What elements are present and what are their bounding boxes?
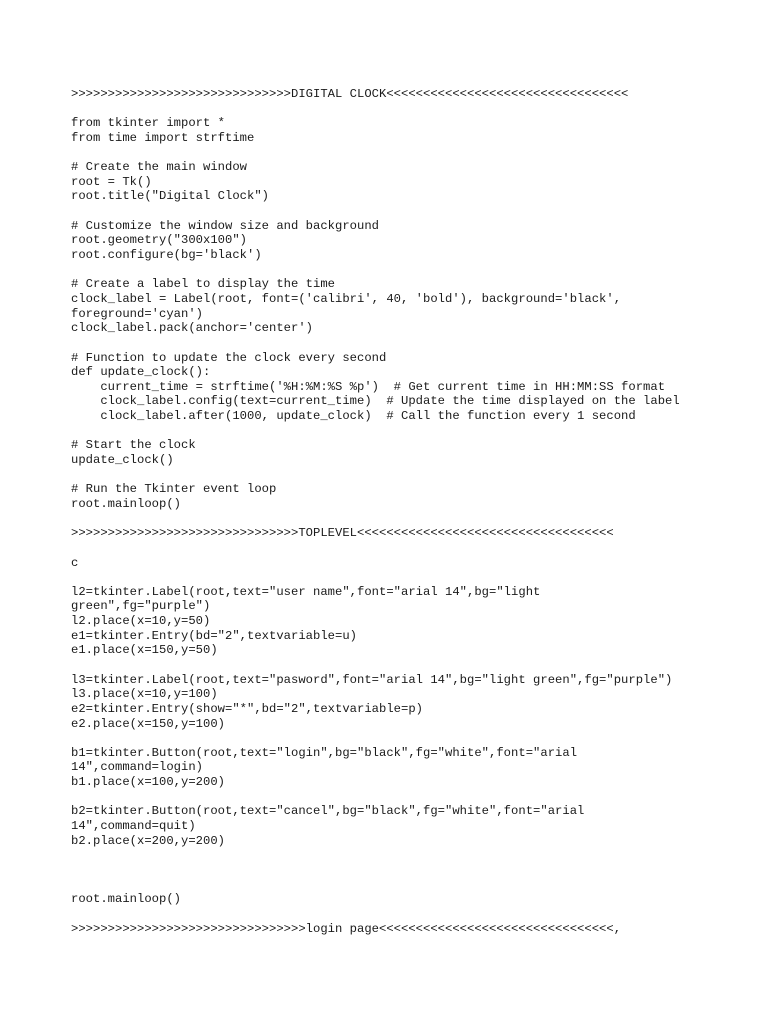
code-line: e1=tkinter.Entry(bd="2",textvariable=u) — [71, 628, 358, 643]
code-line: e2=tkinter.Entry(show="*",bd="2",textvariable=p) — [71, 701, 424, 716]
blank-line — [71, 102, 761, 117]
code-line: # Customize the window size and background — [71, 218, 380, 233]
code-line: # Start the clock — [71, 438, 196, 453]
code-line: c — [71, 555, 79, 570]
code-line: 14",command=login) — [71, 760, 204, 775]
code-line: foreground='cyan') — [71, 306, 204, 321]
code-line: # Run the Tkinter event loop — [71, 482, 277, 497]
code-line: from time import strftime — [71, 130, 255, 145]
code-line: # Create a label to display the time — [71, 277, 336, 292]
code-line: update_clock() — [71, 453, 174, 468]
code-line: l2=tkinter.Label(root,text="user name",font="arial 14",bg="light — [71, 584, 541, 599]
blank-line — [71, 541, 761, 556]
blank-line — [71, 146, 761, 161]
code-line: # Create the main window — [71, 160, 248, 175]
blank-line — [71, 658, 761, 673]
blank-line — [71, 848, 761, 863]
code-line: b1=tkinter.Button(root,text="login",bg="black",fg="white",font="arial — [71, 745, 578, 760]
blank-line — [71, 570, 761, 585]
blank-line — [71, 790, 761, 805]
code-line: root.title("Digital Clock") — [71, 189, 270, 204]
code-line: root.configure(bg='black') — [71, 248, 262, 263]
code-line: e1.place(x=150,y=50) — [71, 643, 218, 658]
blank-line — [71, 204, 761, 219]
blank-line — [71, 907, 761, 922]
blank-line — [71, 731, 761, 746]
code-line: >>>>>>>>>>>>>>>>>>>>>>>>>>>>>>>>login page<<<<<<<<<<<<<<<<<<<<<<<<<<<<<<<<, — [71, 921, 622, 936]
code-line: b1.place(x=100,y=200) — [71, 775, 226, 790]
code-line: clock_label.pack(anchor='center') — [71, 321, 314, 336]
code-line: clock_label.after(1000, update_clock) # Call the function every 1 second — [71, 409, 636, 424]
code-line: root = Tk() — [71, 174, 152, 189]
code-line: current_time = strftime('%H:%M:%S %p') # Get current time in HH:MM:SS format — [71, 379, 666, 394]
blank-line — [71, 424, 761, 439]
blank-line — [71, 468, 761, 483]
code-line: clock_label.config(text=current_time) # Update the time displayed on the label — [71, 394, 680, 409]
code-line: def update_clock(): — [71, 365, 211, 380]
code-line: b2=tkinter.Button(root,text="cancel",bg="black",fg="white",font="arial — [71, 804, 585, 819]
blank-line — [71, 878, 761, 893]
code-line: root.geometry("300x100") — [71, 233, 248, 248]
code-line: # Function to update the clock every second — [71, 350, 387, 365]
code-line: l3.place(x=10,y=100) — [71, 687, 218, 702]
code-line: from tkinter import * — [71, 116, 226, 131]
code-line: b2.place(x=200,y=200) — [71, 833, 226, 848]
blank-line — [71, 263, 761, 278]
document-page — [71, 87, 761, 936]
code-line: >>>>>>>>>>>>>>>>>>>>>>>>>>>>>>>TOPLEVEL<<<<<<<<<<<<<<<<<<<<<<<<<<<<<<<<<<< — [71, 526, 614, 541]
code-line: e2.place(x=150,y=100) — [71, 716, 226, 731]
code-line: >>>>>>>>>>>>>>>>>>>>>>>>>>>>>>DIGITAL CLOCK<<<<<<<<<<<<<<<<<<<<<<<<<<<<<<<<< — [71, 87, 629, 101]
code-line: green",fg="purple") — [71, 599, 211, 614]
code-line: l2.place(x=10,y=50) — [71, 614, 211, 629]
code-line: 14",command=quit) — [71, 819, 196, 834]
code-line: clock_label = Label(root, font=('calibri', 40, 'bold'), background='black', — [71, 291, 622, 306]
code-line: l3=tkinter.Label(root,text="pasword",font="arial 14",bg="light green",fg="purple") — [71, 672, 673, 687]
blank-line — [71, 336, 761, 351]
code-line: root.mainloop() — [71, 496, 182, 511]
code-line: root.mainloop() — [71, 892, 182, 907]
blank-line — [71, 863, 761, 878]
blank-line — [71, 512, 761, 527]
